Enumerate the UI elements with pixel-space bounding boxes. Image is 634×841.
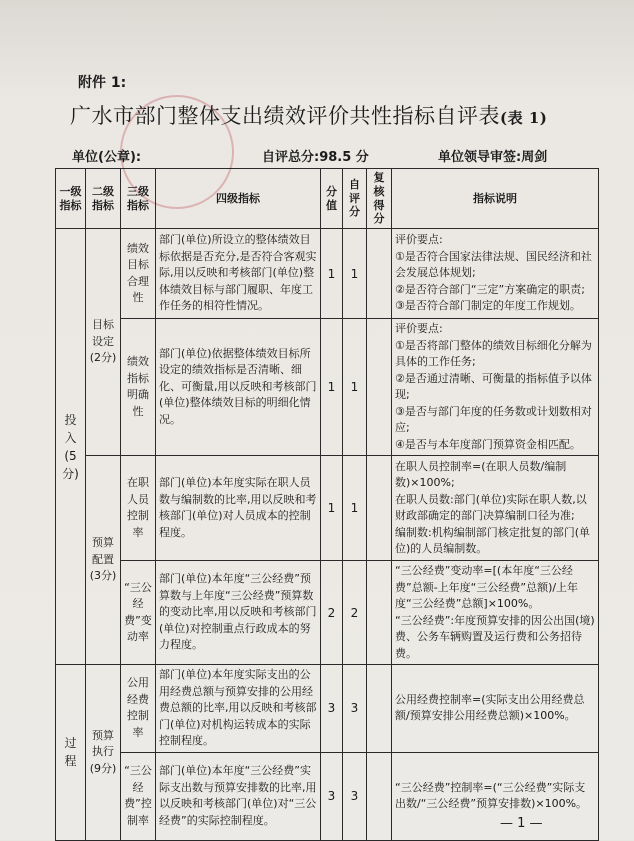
self-score-cell: 1 bbox=[343, 456, 367, 561]
col-header: 一级指标 bbox=[56, 169, 86, 229]
self-score-cell: 3 bbox=[343, 665, 367, 753]
indicator-table bbox=[55, 168, 599, 841]
note-line: 评价要点: bbox=[395, 322, 443, 335]
note-line: “三公经费”:年度预算安排的因公出国(境)费、公务车辆购置及运行费和公务招待费。 bbox=[395, 613, 595, 660]
score-cell: 1 bbox=[321, 456, 343, 561]
level2-budget: 预算配置(3分) bbox=[86, 456, 121, 665]
level3-cell: 在职人员控制率 bbox=[121, 456, 156, 561]
table-row bbox=[56, 319, 599, 456]
col-header: 自评分 bbox=[343, 169, 367, 229]
level4-cell: 部门(单位)依据整体绩效目标所设定的绩效指标是否清晰、细化、可衡量,用以反映和考核部门(单位)整体绩效目标的明细化情况。 bbox=[156, 319, 321, 456]
note-line: “三公经费”控制率=(“三公经费”实际支出数/“三公经费”预算安排数)×100%。 bbox=[395, 780, 588, 810]
level4-cell: 部门(单位)本年度实际支出的公用经费总额与预算安排的公用经费总额的比率,用以反映和考核部门(单位)对机构运转成本的实际控制程度。 bbox=[156, 665, 321, 753]
note-line: ②是否通过清晰、可衡量的指标值予以体现; bbox=[395, 371, 592, 401]
note-line: “三公经费”变动率=[(本年度“三公经费”总额-上年度“三公经费”总额)/上年度“三公经费”总额]×100%。 bbox=[395, 564, 579, 610]
review-score-cell bbox=[367, 319, 392, 456]
note-cell bbox=[392, 229, 599, 319]
note-line: 在职人员数:部门(单位)实际在职人数,以财政部确定的部门决算编制口径为准; bbox=[395, 492, 587, 522]
score-cell: 1 bbox=[321, 229, 343, 319]
level3-cell: 绩效指标明确性 bbox=[121, 319, 156, 456]
self-score-cell: 1 bbox=[343, 319, 367, 456]
level2-exec: 预算执行(9分) bbox=[86, 665, 121, 841]
note-cell bbox=[392, 752, 599, 840]
table-row bbox=[56, 229, 599, 319]
table-row bbox=[56, 561, 599, 665]
level3-cell: 公用经费控制率 bbox=[121, 665, 156, 753]
note-line: ①是否符合国家法律法规、国民经济和社会发展总体规划; bbox=[395, 249, 592, 280]
note-line: 编制数:机构编制部门核定批复的部门(单位)的人员编制数。 bbox=[395, 525, 590, 555]
note-line: 评价要点: bbox=[395, 233, 443, 247]
unit-label: 单位(公章): bbox=[72, 150, 142, 165]
note-line: 在职人员控制率=(在职人员数/编制数)×100%; bbox=[395, 459, 567, 489]
note-line: ②是否符合部门“三定”方案确定的职责; bbox=[395, 282, 585, 296]
col-header: 复核得分 bbox=[367, 169, 392, 229]
score-cell: 1 bbox=[321, 319, 343, 456]
self-score-cell: 3 bbox=[343, 752, 367, 840]
review-score-cell bbox=[367, 456, 392, 561]
note-line: ③是否与部门年度的任务数或计划数相对应; bbox=[395, 404, 592, 434]
score-cell: 3 bbox=[321, 665, 343, 753]
score-cell: 3 bbox=[321, 752, 343, 840]
note-line: ①是否将部门整体的绩效目标细化分解为具体的工作任务; bbox=[395, 338, 592, 368]
document-title bbox=[70, 100, 590, 130]
review-score-cell bbox=[367, 752, 392, 840]
review-score-cell bbox=[367, 229, 392, 319]
note-cell bbox=[392, 665, 599, 753]
level4-cell: 部门(单位)本年度实际在职人员数与编制数的比率,用以反映和考核部门(单位)对人员成本的控制程度。 bbox=[156, 456, 321, 561]
score-cell: 2 bbox=[321, 561, 343, 665]
table-header-row bbox=[56, 169, 599, 229]
self-score-cell: 1 bbox=[343, 229, 367, 319]
level1-input: 投入(5分) bbox=[56, 229, 86, 665]
note-line: ④是否与本年度部门预算资金相匹配。 bbox=[395, 437, 581, 451]
leader-signature: 单位领导审签:周剑 bbox=[438, 150, 548, 165]
level4-cell: 部门(单位)本年度“三公经费”预算数与上年度“三公经费”预算数的变动比率,用以反映和考核部门(单位)对控制重点行政成本的努力程度。 bbox=[156, 561, 321, 665]
review-score-cell bbox=[367, 561, 392, 665]
level4-cell: 部门(单位)本年度“三公经费”实际支出数与预算安排数的比率,用以反映和考核部门(单位)对“三公经费”的实际控制程度。 bbox=[156, 752, 321, 840]
note-cell bbox=[392, 456, 599, 561]
review-score-cell bbox=[367, 665, 392, 753]
title-main: 广水市部门整体支出绩效评价共性指标自评表 bbox=[70, 104, 500, 128]
col-header: 指标说明 bbox=[392, 169, 599, 229]
self-total-score: 自评总分:98.5 分 bbox=[262, 150, 369, 165]
level2-goal: 目标设定(2分) bbox=[86, 229, 121, 456]
attachment-label: 附件 1: bbox=[78, 75, 127, 91]
level3-cell: 绩效目标合理性 bbox=[121, 229, 156, 319]
level1-process: 过程 bbox=[56, 665, 86, 841]
self-score-cell: 2 bbox=[343, 561, 367, 665]
page-number: — 1 — bbox=[500, 816, 543, 831]
col-header: 四级指标 bbox=[156, 169, 321, 229]
table-row bbox=[56, 665, 599, 753]
note-cell bbox=[392, 319, 599, 456]
level3-cell: “三公经费”变动率 bbox=[121, 561, 156, 665]
title-sub: (表 1) bbox=[500, 109, 548, 127]
col-header: 分值 bbox=[321, 169, 343, 229]
note-line: ③是否符合部门制定的年度工作规划。 bbox=[395, 299, 581, 313]
level3-cell: “三公经费”控制率 bbox=[121, 752, 156, 840]
level4-cell: 部门(单位)所设立的整体绩效目标依据是否充分,是否符合客观实际,用以反映和考核部门(单位)整体绩效目标与部门履职、年度工作任务的相符性情况。 bbox=[156, 229, 321, 319]
note-line: 公用经费控制率=(实际支出公用经费总额/预算安排公用经费总额)×100%。 bbox=[395, 692, 585, 723]
col-header: 二级指标 bbox=[86, 169, 121, 229]
table-row bbox=[56, 456, 599, 561]
note-cell bbox=[392, 561, 599, 665]
col-header: 三级指标 bbox=[121, 169, 156, 229]
